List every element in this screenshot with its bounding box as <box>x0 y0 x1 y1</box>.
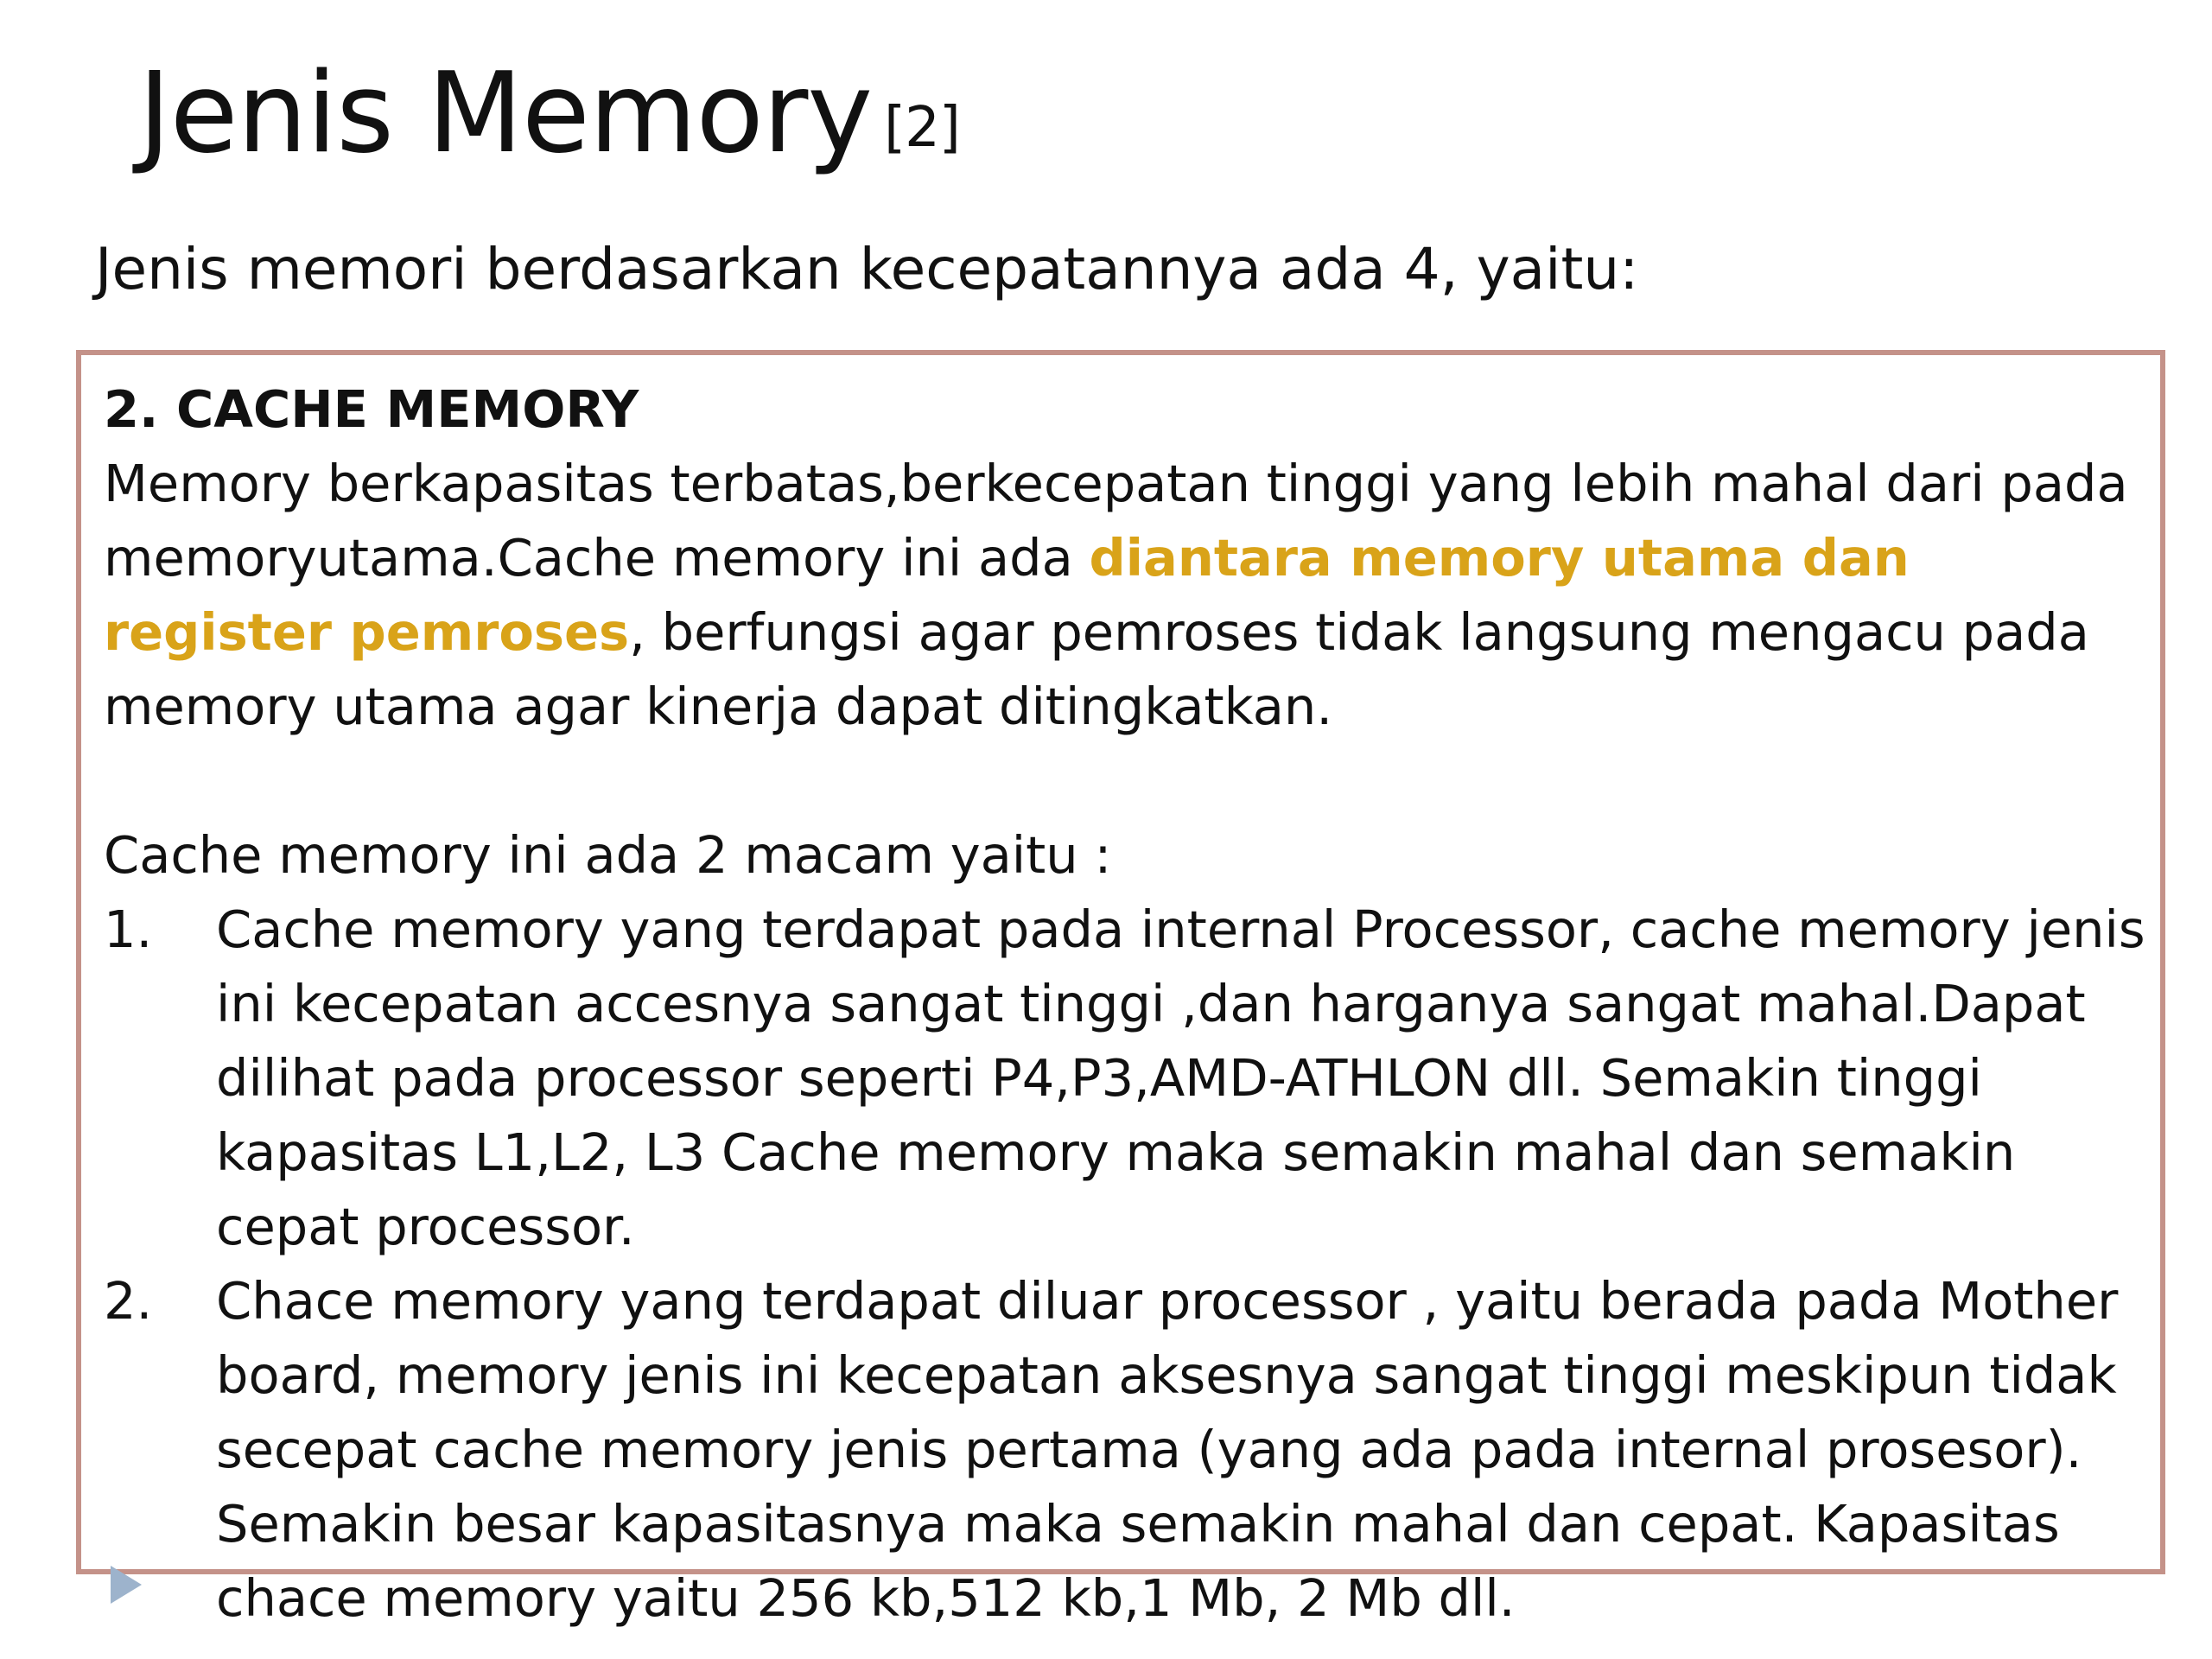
paragraph-spacer <box>104 744 2148 818</box>
list-item-text: Cache memory yang terdapat pada internal Processor, cache memory jenis ini kecepatan accesnya sangat tinggi ,dan harganya sangat mahal.Dapat dilihat pada processor seperti P4,P3,AMD-ATHLON dll. Semakin tinggi kapasitas L1,L2, L3 Cache memory maka semakin mahal dan semakin cepat processor. <box>216 899 2145 1256</box>
list-item-number: 2. <box>104 1271 153 1331</box>
section-heading: 2. CACHE MEMORY <box>104 379 639 439</box>
list-item-text: Chace memory yang terdapat diluar processor , yaitu berada pada Mother board, memory jenis ini kecepatan aksesnya sangat tinggi meskipun tidak secepat cache memory jenis pertama (yang ada pada internal prosesor). Semakin besar kapasitasnya maka semakin mahal dan cepat. Kapasitas chace memory yaitu 256 kb,512 kb,1 Mb, 2 Mb dll. <box>216 1271 2119 1628</box>
play-triangle-icon[interactable] <box>111 1566 142 1604</box>
cache-types-list <box>104 893 2148 1636</box>
box-text <box>104 372 2148 1636</box>
slide-title-text: Jenis Memory <box>138 49 873 178</box>
types-intro: Cache memory ini ada 2 macam yaitu : <box>104 825 1112 885</box>
content-box <box>76 350 2165 1628</box>
description-text-start: Memory berkapasitas terbatas,berkecepatan tinggi yang lebih mahal dari pada memoryutama.Cache memory ini ada <box>104 454 2128 588</box>
slide-title-suffix: [2] <box>884 96 960 160</box>
list-item <box>104 893 2148 1264</box>
highlighted-phrase: diantara memory utama dan register pemroses <box>104 528 1910 662</box>
list-item <box>104 1264 2148 1636</box>
description-paragraph <box>104 447 2148 744</box>
intro-text: Jenis memori berdasarkan kecepatannya ada 4, yaitu: <box>95 236 1639 302</box>
description-text-end: , berfungsi agar pemroses tidak langsung mengacu pada memory utama agar kinerja dapat ditingkatkan. <box>104 602 2089 736</box>
list-item-number: 1. <box>104 899 153 959</box>
slide-title <box>138 48 960 181</box>
